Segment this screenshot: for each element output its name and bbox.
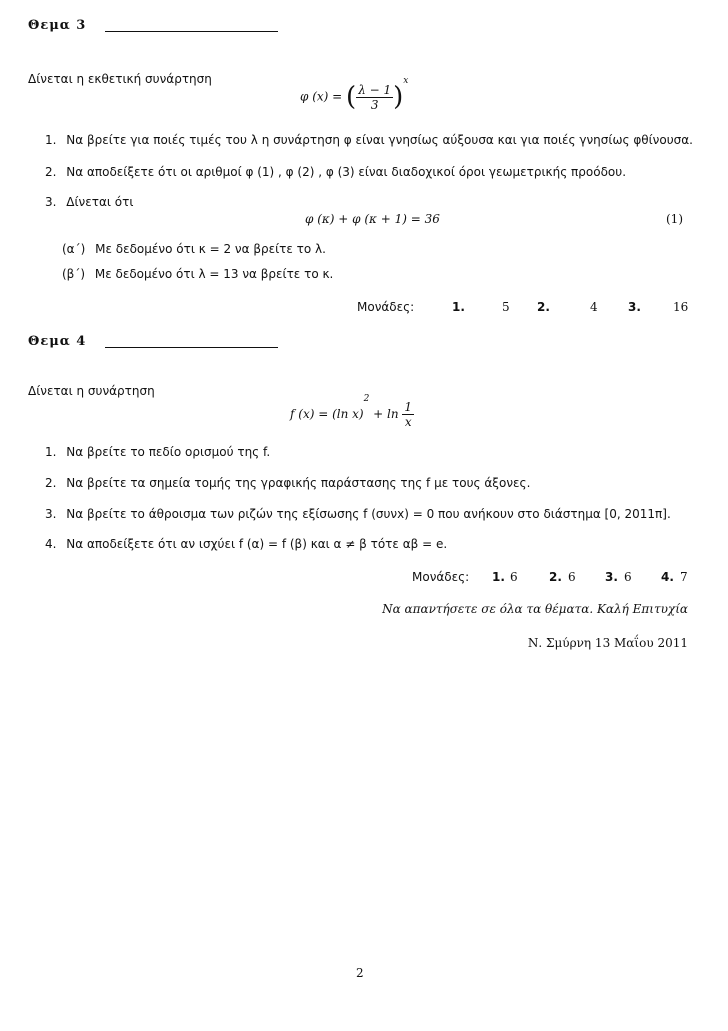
item-number: 4. <box>45 537 57 551</box>
item-number: 2. <box>45 476 57 490</box>
topic3-formula-fraction <box>356 83 393 112</box>
fraction-denominator: 3 <box>370 97 379 112</box>
item-text: Δίνεται ότι <box>66 195 134 209</box>
list-item <box>45 476 530 490</box>
formula-exponent: x <box>403 76 409 86</box>
topic4-marks-label: Μονάδες: <box>412 570 470 584</box>
marks-value: 4 <box>590 300 598 314</box>
marks-number: 4. <box>661 570 674 584</box>
item-number: 3. <box>45 195 57 209</box>
topic3-intro: Δίνεται η εκθετική συνάρτηση <box>28 72 212 86</box>
topic3-equation: φ (κ) + φ (κ + 1) = 36 <box>305 212 440 226</box>
item-number: 1. <box>45 445 57 459</box>
item-text: Να βρείτε για ποιές τιμές του λ η συνάρτηση φ είναι γνησίως αύξουσα και για ποιές γνησίως φθίνουσα. <box>66 133 693 147</box>
marks-value: 7 <box>680 570 688 584</box>
topic4-formula-fraction <box>402 400 414 429</box>
topic3-marks-label: Μονάδες: <box>357 300 415 314</box>
sub-item-label: (β΄) <box>62 267 86 281</box>
item-number: 1. <box>45 133 57 147</box>
sub-item-label: (α΄) <box>62 242 86 256</box>
topic3-heading: Θεμα 3 <box>28 18 87 33</box>
topic4-heading: Θεμα 4 <box>28 334 87 349</box>
marks-number: 2. <box>537 300 550 314</box>
item-text: Να αποδείξετε ότι οι αριθμοί φ (1) , φ (2) , φ (3) είναι διαδοχικοί όροι γεωμετρικής προόδου. <box>66 165 627 179</box>
marks-number: 1. <box>492 570 505 584</box>
marks-number: 1. <box>452 300 465 314</box>
topic4-heading-rule <box>105 347 278 348</box>
marks-value: 6 <box>624 570 632 584</box>
list-item <box>45 133 693 147</box>
list-item <box>45 165 626 179</box>
fraction-numerator: λ − 1 <box>358 82 392 97</box>
closing-note: Να απαντήσετε σε όλα τα θέματα. Καλή Επιτυχία <box>382 602 688 616</box>
item-number: 2. <box>45 165 57 179</box>
topic3-formula <box>300 76 409 112</box>
formula-power: 2 <box>363 394 370 404</box>
fraction-denominator: x <box>404 415 412 429</box>
marks-number: 3. <box>605 570 618 584</box>
topic3-formula-lhs: φ (x) = <box>300 89 343 104</box>
marks-value: 6 <box>568 570 576 584</box>
sub-item-text: Με δεδομένο ότι κ = 2 να βρείτε το λ. <box>95 242 326 256</box>
marks-value: 16 <box>673 300 689 314</box>
marks-number: 3. <box>628 300 641 314</box>
page-number: 2 <box>356 966 364 980</box>
equation-tag: (1) <box>666 212 683 226</box>
left-paren: ( <box>346 82 357 112</box>
marks-value: 5 <box>502 300 510 314</box>
topic4-intro: Δίνεται η συνάρτηση <box>28 384 155 398</box>
topic3-heading-rule <box>105 31 278 32</box>
item-number: 3. <box>45 507 57 521</box>
item-text: Να βρείτε το άθροισμα των ριζών της εξίσωσης f (συνx) = 0 που ανήκουν στο διάστημα [0, 2011π]. <box>66 507 671 521</box>
topic4-formula-lhs: f (x) = (ln x) <box>290 407 364 421</box>
marks-number: 2. <box>549 570 562 584</box>
right-paren: ) <box>393 82 404 112</box>
marks-value: 6 <box>510 570 518 584</box>
sub-item <box>62 267 333 281</box>
fraction-numerator: 1 <box>404 400 413 414</box>
list-item <box>45 537 447 551</box>
item-text: Να βρείτε τα σημεία τομής της γραφικής παράστασης της f με τους άξονες. <box>66 476 531 490</box>
list-item <box>45 195 133 209</box>
signature: Ν. Σμύρνη 13 Μαΐου 2011 <box>527 636 688 650</box>
topic4-formula <box>290 394 414 429</box>
sub-item-text: Με δεδομένο ότι λ = 13 να βρείτε το κ. <box>94 267 334 281</box>
list-item <box>45 445 270 459</box>
list-item <box>45 507 671 521</box>
sub-item <box>62 242 326 256</box>
item-text: Να βρείτε το πεδίο ορισμού της f. <box>66 445 271 459</box>
item-text: Να αποδείξετε ότι αν ισχύει f (α) = f (β) και α ≠ β τότε αβ = e. <box>66 537 448 551</box>
formula-plus-ln: + ln <box>373 407 399 421</box>
